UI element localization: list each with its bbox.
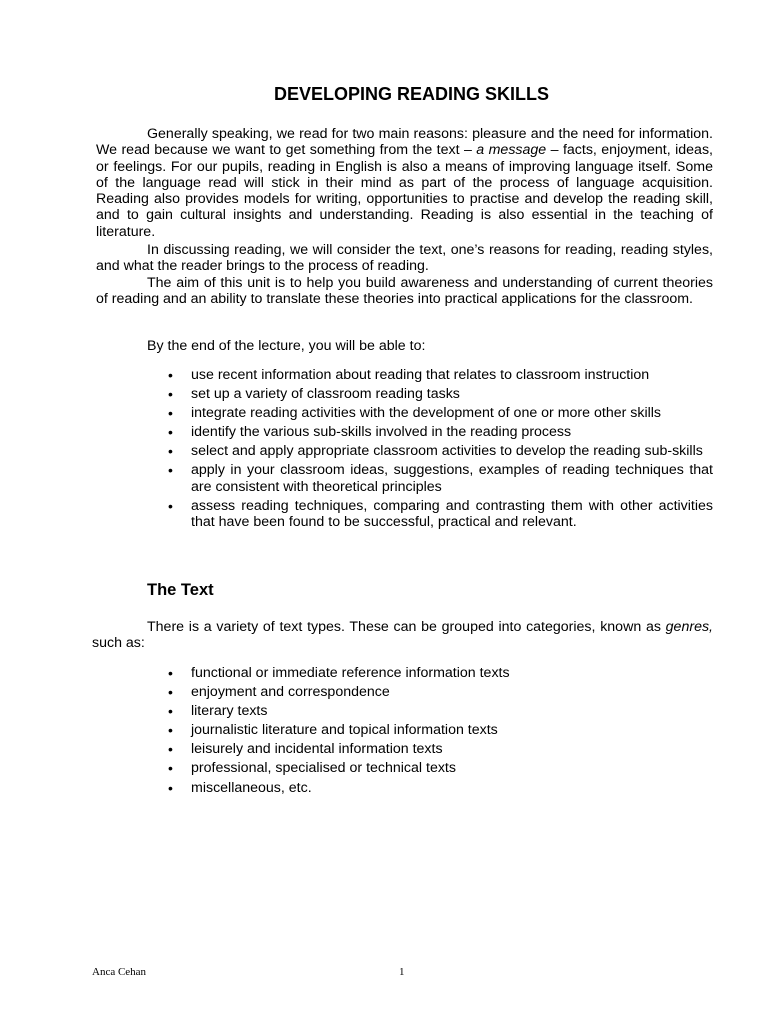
list-item-text: identify the various sub-skills involved in the reading process [191,424,572,441]
paragraph-4 [92,619,713,652]
section-heading: The Text [147,581,214,599]
list-item [96,424,713,440]
list-item [96,780,713,796]
list-item-text: apply in your classroom ideas, suggestions, examples of reading techniques that are consistent with theoretical principles [191,462,713,495]
footer-author: Anca Cehan [92,966,147,978]
list-item-text: functional or immediate reference information texts [191,665,510,681]
paragraph-4-text-a: There is a variety of text types. These can be grouped into categories, known as [147,619,666,635]
list-item-text: professional, specialised or technical texts [191,760,456,777]
bullet-icon: • [168,741,173,758]
bullet-icon: • [168,722,173,739]
list-item-text: select and apply appropriate classroom activities to develop the reading sub-skills [191,443,703,460]
list-item-text: assess reading techniques, comparing and contrasting them with other activities that have been found to be successful, practical and relevant. [191,497,713,531]
list-item [96,462,713,495]
paragraph-4-italic: genres, [665,619,713,635]
list-item [96,665,713,681]
objectives-list [96,367,713,533]
bullet-icon: • [168,386,173,403]
paragraph-1-italic: a message [476,142,547,159]
list-item [96,684,713,700]
list-item [96,498,713,531]
bullet-icon: • [168,405,173,422]
bullet-icon: • [168,497,173,514]
list-item [96,741,713,757]
bullet-icon: • [168,779,173,796]
paragraph-4-text-b: such as: [92,635,145,652]
genres-list [96,665,713,799]
paragraph-1 [96,126,713,240]
list-item [96,386,713,402]
list-item-text: integrate reading activities with the development of one or more other skills [191,405,662,422]
document-title: DEVELOPING READING SKILLS [274,84,550,104]
bullet-icon: • [168,462,173,479]
paragraph-1-text-b: – facts, enjoyment, ideas, or feelings. For our pupils, reading in English is also a means of improving language itself. Some of the language read will stick in their mind as part of the process of language acquisition. Reading also provides models for writing, opportunities to practise and develop the reading skill, and to gain cultural insights and understanding. Reading is also essential in the teaching of literature. [96,142,713,240]
list-item-text: set up a variety of classroom reading tasks [191,386,460,403]
list-item [96,405,713,421]
bullet-icon: • [168,443,173,460]
paragraph-1-text-a: Generally speaking, we read for two main reasons: pleasure and the need for information. We read because we want to get something from the text – [96,126,713,159]
bullet-icon: • [168,424,173,441]
list-item-text: miscellaneous, etc. [191,779,312,796]
list-item [96,722,713,738]
list-item-text: enjoyment and correspondence [191,684,390,701]
objectives-intro: By the end of the lecture, you will be able to: [147,338,426,354]
list-item [96,367,713,383]
bullet-icon: • [168,760,173,777]
bullet-icon: • [168,684,173,701]
paragraph-3: The aim of this unit is to help you build awareness and understanding of current theories of reading and an ability to translate these theories into practical applications for the classroom. [96,275,713,308]
list-item [96,760,713,776]
list-item-text: leisurely and incidental information texts [191,741,443,758]
page-number: 1 [399,966,405,978]
list-item-text: journalistic literature and topical information texts [191,722,498,739]
list-item [96,443,713,459]
bullet-icon: • [168,367,173,383]
list-item-text: literary texts [191,703,268,720]
list-item-text: use recent information about reading that relates to classroom instruction [191,367,650,383]
paragraph-2: In discussing reading, we will consider the text, one’s reasons for reading, reading styles, and what the reader brings to the process of reading. [96,242,713,275]
bullet-icon: • [168,703,173,720]
list-item [96,703,713,719]
bullet-icon: • [168,665,173,681]
